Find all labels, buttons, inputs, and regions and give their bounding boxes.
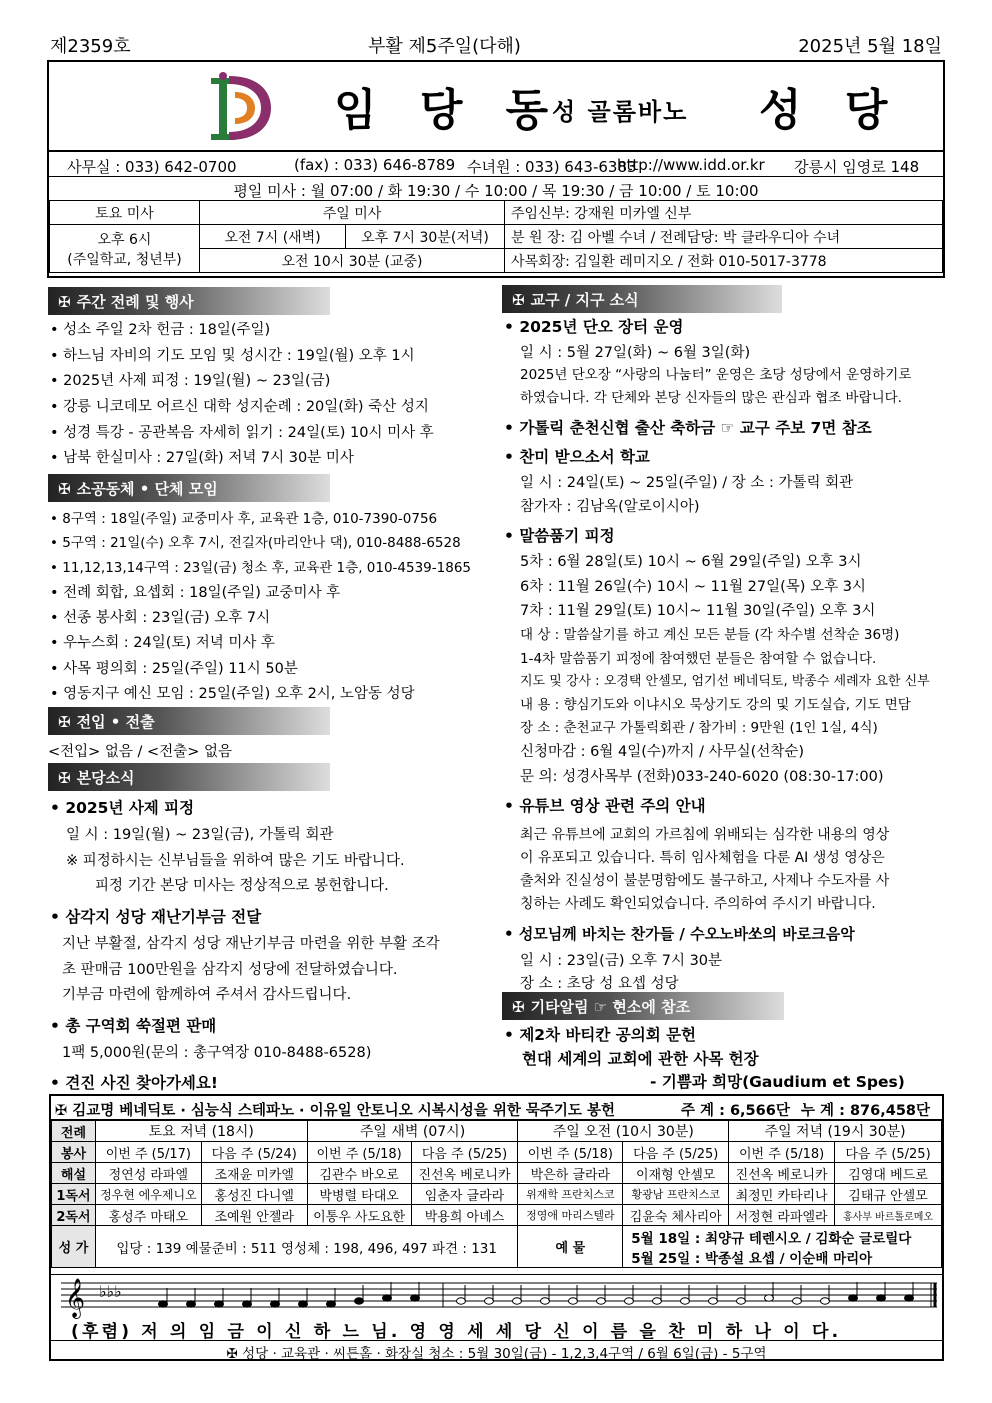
liturgical-day: 부활 제5주일(다해) xyxy=(368,36,521,57)
note-head xyxy=(793,1298,802,1304)
news-title: • 제2차 바티칸 공의회 문헌 xyxy=(504,1023,696,1045)
bulletin-date: 2025년 5월 18일 xyxy=(798,36,942,57)
total-count: 누 계 : 876,458단 xyxy=(801,1103,931,1119)
sunday-main-mass: 오전 10시 30분 (교중) xyxy=(200,249,505,273)
news-text: 최근 유튜브에 교회의 가르침에 위배되는 심각한 내용의 영상 xyxy=(520,827,890,843)
sunday-mass-header: 주일 미사 xyxy=(200,201,505,225)
note-head xyxy=(905,1295,914,1301)
news-title: • 2025년 사제 피정 xyxy=(50,796,194,818)
note-head xyxy=(569,1298,578,1304)
music-notation-icon xyxy=(51,1275,942,1323)
section-other-notices: ✠ 기타알림 ☞ 현소에 참조 xyxy=(502,992,784,1020)
note-head xyxy=(299,1301,308,1307)
table-cell: 정영애 마리스텔라 xyxy=(518,1205,623,1226)
news-text: 일 시 : 19일(월) ~ 23일(금), 가톨릭 회관 xyxy=(66,827,334,843)
svg-text:♭♭♭: ♭♭♭ xyxy=(99,1282,122,1301)
parish-logo-icon xyxy=(199,66,279,146)
saturday-mass-time xyxy=(50,225,200,273)
group-header: 주일 오전 (10시 30분) xyxy=(518,1121,729,1142)
note-head xyxy=(849,1295,858,1301)
list-item: • 전례 회합, 요셉회 : 18일(주일) 교중미사 후 xyxy=(50,581,340,602)
note-head xyxy=(541,1298,550,1304)
news-text: 내 용 : 향심기도와 이냐시오 묵상기도 강의 및 기도실습, 기도 면담 xyxy=(520,697,911,713)
news-title: • 가톨릭 춘천신협 출산 축하금 ☞ 교구 주보 7면 참조 xyxy=(504,416,872,438)
note-head xyxy=(159,1301,168,1307)
list-item: • 8구역 : 18일(주일) 교중미사 후, 교육관 1층, 010-7390-0756 xyxy=(50,507,437,527)
saturday-time-text: 오후 6시 xyxy=(97,231,152,248)
offering-cell xyxy=(623,1226,942,1268)
table-cell: 홍성주 마태오 xyxy=(95,1205,201,1226)
list-item: • 5구역 : 21일(수) 오후 7시, 전길자(마리안나 댁), 010-8488-6528 xyxy=(50,531,461,551)
table-cell: 이통우 사도요한 xyxy=(307,1205,411,1226)
news-text: 지난 부활절, 삼각지 성당 재난기부금 마련을 위한 부활 조각 xyxy=(62,936,440,952)
weekly-count: 주 계 : 6,566단 xyxy=(681,1103,790,1119)
note-head xyxy=(383,1295,392,1301)
table-cell: 진선옥 베로니카 xyxy=(411,1163,518,1184)
list-item: • 하느님 자비의 기도 모임 및 성시간 : 19일(월) 오후 1시 xyxy=(50,344,415,365)
news-text: 7차 : 11월 29일(토) 10시~ 11월 30일(주일) 오후 3시 xyxy=(520,603,876,619)
news-text: 일 시 : 23일(금) 오후 7시 30분 xyxy=(520,953,723,969)
week-header: 다음 주 (5/24) xyxy=(201,1142,307,1163)
website-link[interactable]: http://www.idd.or.kr xyxy=(617,156,765,174)
mass-schedule-table xyxy=(49,200,943,273)
note-head xyxy=(625,1298,634,1304)
news-text: 현대 세계의 교회에 관한 사목 헌장 xyxy=(522,1050,759,1068)
note-head xyxy=(243,1301,252,1307)
note-head xyxy=(513,1298,522,1304)
parish-title-church: 성 당 xyxy=(759,85,902,136)
group-header: 주일 새벽 (07시) xyxy=(307,1121,518,1142)
liturgy-header: 전례 xyxy=(52,1121,96,1142)
table-cell: 박은하 글라라 xyxy=(518,1163,623,1184)
table-row xyxy=(52,1205,942,1226)
table-row xyxy=(52,1226,942,1268)
week-header: 이번 주 (5/18) xyxy=(307,1142,411,1163)
note-head xyxy=(821,1298,830,1304)
list-item: • 강릉 니코데모 어르신 대학 성지순례 : 20일(화) 죽산 성지 xyxy=(50,395,429,416)
note-head xyxy=(457,1298,466,1304)
offering-label: 예 물 xyxy=(518,1226,623,1268)
news-title: • 총 구역회 쑥절편 판매 xyxy=(50,1014,216,1036)
news-text: 장 소 : 초당 성 요셉 성당 xyxy=(520,976,679,992)
news-title: • 삼각지 성당 재난기부금 전달 xyxy=(50,905,261,927)
news-text: 피정 기간 본당 미사는 정상적으로 봉헌합니다. xyxy=(95,878,389,894)
news-text: 참가자 : 김남옥(알로이시아) xyxy=(520,499,700,515)
table-cell: 김태규 안셀모 xyxy=(835,1184,942,1205)
news-text: 칭하는 사례도 확인되었습니다. 주의하여 주시기 바랍니다. xyxy=(520,896,876,912)
news-text: 신청마감 : 6월 4일(수)까지 / 사무실(선착순) xyxy=(520,744,804,760)
news-text: 장 소 : 춘천교구 가톨릭회관 / 참가비 : 9만원 (1인 1실, 4식) xyxy=(520,720,878,736)
week-header: 다음 주 (5/25) xyxy=(623,1142,729,1163)
week-header: 이번 주 (5/17) xyxy=(95,1142,201,1163)
table-row xyxy=(52,1163,942,1184)
note-head xyxy=(187,1301,196,1307)
rosary-row xyxy=(51,1096,942,1120)
news-text: 일 시 : 24일(토) ~ 25일(주일) / 장 소 : 가톨릭 회관 xyxy=(520,475,854,491)
week-header: 이번 주 (5/18) xyxy=(729,1142,835,1163)
parish-patron: 성 골롬바노 xyxy=(552,98,689,126)
section-community-meetings: ✠ 소공동체 • 단체 모임 xyxy=(48,474,330,502)
contact-row xyxy=(49,150,943,176)
table-cell: 박병렬 타대오 xyxy=(307,1184,411,1205)
note-head xyxy=(653,1298,662,1304)
group-header: 주일 저녁 (19시 30분) xyxy=(729,1121,942,1142)
week-header: 다음 주 (5/25) xyxy=(411,1142,518,1163)
table-cell: 조재윤 미카엘 xyxy=(201,1163,307,1184)
offering-line: 5월 25일 : 박종설 요셉 / 이순배 마리아 xyxy=(631,1250,873,1267)
cleaning-schedule: ✠ 성당 · 교육관 · 씨튼홀 · 화장실 청소 : 5월 30일(금) - 1,2,3,4구역 / 6월 6일(금) - 5구역 xyxy=(51,1340,942,1362)
section-weekly-events: ✠ 주간 전례 및 행사 xyxy=(48,287,330,315)
row-label: 해설 xyxy=(52,1163,96,1184)
council-info: 사목회장: 김일환 레미지오 / 전화 010-5017-3778 xyxy=(505,249,943,273)
table-cell: 임춘자 글라라 xyxy=(411,1184,518,1205)
table-cell: 조예원 안젤라 xyxy=(201,1205,307,1226)
list-item: • 성경 특강 - 공관복음 자세히 읽기 : 24일(토) 10시 미사 후 xyxy=(50,421,434,442)
note-head xyxy=(271,1301,280,1307)
table-cell: 정연성 라파엘 xyxy=(95,1163,201,1184)
assistant-info: 분 원 장: 김 아벨 수녀 / 전례담당: 박 클라우디아 수녀 xyxy=(505,225,943,249)
news-title: • 말씀품기 피정 xyxy=(504,524,615,546)
news-text: 1팩 5,000원(문의 : 총구역장 010-8488-6528) xyxy=(62,1045,372,1061)
bottom-frame xyxy=(49,1094,944,1361)
table-cell: 김윤숙 체사리아 xyxy=(623,1205,729,1226)
note-head xyxy=(765,1295,774,1301)
group-header: 토요 저녁 (18시) xyxy=(95,1121,307,1142)
svg-text:𝄞: 𝄞 xyxy=(65,1278,86,1318)
note-head xyxy=(215,1301,224,1307)
list-item: • 남북 한실미사 : 27일(화) 저녁 7시 30분 미사 xyxy=(50,446,354,467)
table-cell: 서정현 라파엘라 xyxy=(729,1205,835,1226)
weekday-mass-times: 평일 미사 : 월 07:00 / 화 19:30 / 수 10:00 / 목 19:30 / 금 10:00 / 토 10:00 xyxy=(49,176,943,200)
row-label: 2독서 xyxy=(52,1205,96,1226)
table-cell: 최정민 카타리나 xyxy=(729,1184,835,1205)
note-head xyxy=(327,1301,336,1307)
saturday-mass-header: 토요 미사 xyxy=(50,201,200,225)
news-text: 초 판매금 100만원을 삼각지 성당에 전달하였습니다. xyxy=(62,962,398,978)
service-schedule-table xyxy=(51,1120,942,1268)
news-text: 하였습니다. 각 단체와 본당 신자들의 많은 관심과 협조 바랍니다. xyxy=(520,390,902,406)
news-text: 이 유포되고 있습니다. 특히 임사체험을 다룬 AI 생성 영상은 xyxy=(520,850,885,866)
note-head xyxy=(877,1295,886,1301)
convent-phone: 수녀원 : 033) 643-6383 xyxy=(467,158,637,176)
week-header: 다음 주 (5/25) xyxy=(835,1142,942,1163)
note-head xyxy=(681,1298,690,1304)
section-diocese-news: ✠ 교구 / 지구 소식 xyxy=(502,285,782,313)
parish-address: 강릉시 임영로 148 xyxy=(794,158,920,176)
news-title: • 찬미 받으소서 학교 xyxy=(504,445,650,467)
service-header: 봉사 xyxy=(52,1142,96,1163)
top-bar xyxy=(50,32,942,58)
rosary-intention: ✠ 김교명 베네딕토 · 심능식 스테파노 · 이유일 안토니오 시복시성을 위한 묵주기도 봉헌 xyxy=(55,1103,615,1119)
table-row xyxy=(52,1184,942,1205)
office-phone: 사무실 : 033) 642-0700 xyxy=(67,158,237,176)
list-item: • 성소 주일 2차 헌금 : 18일(주일) xyxy=(50,318,270,339)
hymn-lyrics: (후렴) 저 의 임 금 이 신 하 느 님. 영 영 세 세 당 신 이 름 을 찬 미 하 나 이 다. xyxy=(71,1322,842,1342)
news-title: • 2025년 단오 장터 운영 xyxy=(504,315,683,337)
news-title: • 견진 사진 찾아가세요! xyxy=(50,1071,218,1093)
news-text: 5차 : 6월 28일(토) 10시 ~ 6월 29일(주일) 오후 3시 xyxy=(520,554,862,570)
week-header: 이번 주 (5/18) xyxy=(518,1142,623,1163)
table-cell: 위재학 프란치스코 xyxy=(518,1184,623,1205)
saturday-note-text: (주일학교, 청년부) xyxy=(67,251,182,268)
sunday-evening-mass: 오후 7시 30분(저녁) xyxy=(346,225,505,249)
fax-number: (fax) : 033) 646-8789 xyxy=(294,156,456,174)
table-cell: 김관수 바오로 xyxy=(307,1163,411,1184)
news-text: - 기쁨과 희망(Gaudium et Spes) xyxy=(650,1073,905,1091)
issue-number: 제2359호 xyxy=(50,36,131,57)
list-item: • 선종 봉사회 : 23일(금) 오후 7시 xyxy=(50,606,270,627)
table-cell: 정우현 에우제니오 xyxy=(95,1184,201,1205)
news-text: 6차 : 11월 26일(수) 10시 ~ 11월 27일(목) 오후 3시 xyxy=(520,579,866,595)
note-head xyxy=(737,1298,746,1304)
table-cell: 홍사부 바르톨로메오 xyxy=(835,1205,942,1226)
note-head xyxy=(485,1298,494,1304)
section-transfers: ✠ 전입 • 전출 xyxy=(48,707,330,735)
note-head xyxy=(355,1298,364,1304)
table-cell: 진선옥 베로니카 xyxy=(729,1163,835,1184)
offering-line: 5월 18일 : 최양규 테렌시오 / 김화순 글로릴다 xyxy=(631,1230,912,1247)
row-label: 1독서 xyxy=(52,1184,96,1205)
note-head xyxy=(709,1298,718,1304)
music-staff xyxy=(51,1274,942,1362)
news-text: ※ 피정하시는 신부님들을 위하여 많은 기도 바랍니다. xyxy=(66,853,405,869)
news-text: 2025년 단오장 “사랑의 나눔터” 운영은 초당 성당에서 운영하기로 xyxy=(520,367,912,383)
table-cell: 이재형 안셀모 xyxy=(623,1163,729,1184)
news-text: 출처와 진실성이 불분명함에도 불구하고, 사제나 수도자를 사 xyxy=(520,873,890,889)
news-text: 기부금 마련에 함께하여 주셔서 감사드립니다. xyxy=(62,987,352,1003)
list-item: • 11,12,13,14구역 : 23일(금) 청소 후, 교육관 1층, 010-4539-1865 xyxy=(50,556,471,576)
list-item: • 사목 평의회 : 25일(주일) 11시 50분 xyxy=(50,657,298,678)
choir-hymns: 입당 : 139 예물준비 : 511 영성체 : 198, 496, 497 파견 : 131 xyxy=(95,1226,518,1268)
parish-title: 임 당 동 xyxy=(334,85,563,136)
list-item: • 영동지구 예신 모임 : 25일(주일) 오후 2시, 노암동 성당 xyxy=(50,682,415,703)
note-head xyxy=(411,1295,420,1301)
note-head xyxy=(597,1298,606,1304)
table-cell: 김영대 베드로 xyxy=(835,1163,942,1184)
table-cell: 홍성진 다니엘 xyxy=(201,1184,307,1205)
list-item: • 우누스회 : 24일(토) 저녁 미사 후 xyxy=(50,631,275,652)
section-parish-news: ✠ 본당소식 xyxy=(48,763,330,791)
news-text: 일 시 : 5월 27일(화) ~ 6월 3일(화) xyxy=(520,345,751,361)
transfer-status: <전입> 없음 / <전출> 없음 xyxy=(48,744,232,760)
news-text: 문 의: 성경사목부 (전화)033-240-6020 (08:30-17:00) xyxy=(520,769,884,785)
choir-label: 성 가 xyxy=(52,1226,96,1268)
sunday-dawn-mass: 오전 7시 (새벽) xyxy=(200,225,346,249)
news-text: 대 상 : 말씀살기를 하고 계신 모든 분들 (각 차수별 선착순 36명) xyxy=(520,627,900,643)
header-box xyxy=(47,60,945,278)
table-cell: 황광남 프란치스코 xyxy=(623,1184,729,1205)
table-cell: 박용희 아녜스 xyxy=(411,1205,518,1226)
list-item: • 2025년 사제 피정 : 19일(월) ~ 23일(금) xyxy=(50,369,330,390)
news-text: 1-4차 말씀품기 피정에 참여했던 분들은 참여할 수 없습니다. xyxy=(520,651,877,667)
pastor-info: 주임신부: 강재원 미카엘 신부 xyxy=(505,201,943,225)
news-text: 지도 및 강사 : 오경택 안셀모, 엄기선 베네딕토, 박종수 세례자 요한 신부 xyxy=(520,674,930,689)
news-title: • 유튜브 영상 관련 주의 안내 xyxy=(504,794,706,816)
news-title: • 성모님께 바치는 찬가들 / 수오노바쏘의 바로크음악 xyxy=(504,923,855,944)
